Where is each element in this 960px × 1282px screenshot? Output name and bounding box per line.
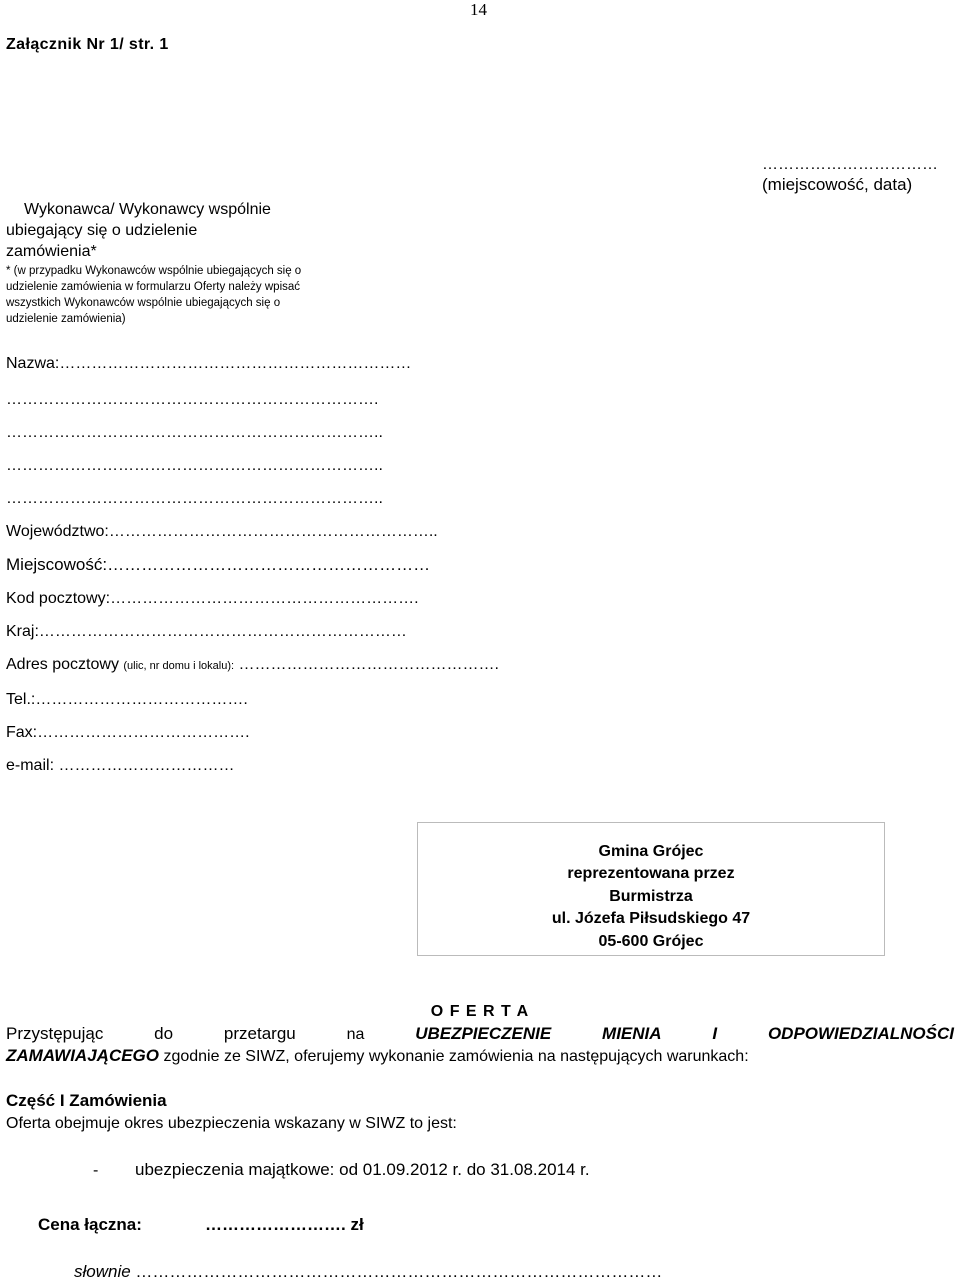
tel-dots: …………………………………. [35,691,248,708]
city-dots: ………………………………………………… [107,555,431,574]
name-dots-line-3: …………………………………………………………….. [6,457,383,474]
addressee-line-1: Gmina Grójec [598,842,704,860]
offer-word-6: MIENIA [602,1024,662,1043]
country-row [6,623,407,641]
words-label: słownie [74,1262,131,1281]
tel-label: Tel.: [6,691,36,708]
address-row [6,656,499,674]
email-dots: …………………………… [58,757,235,774]
addressee-box [417,822,885,956]
postal-row [6,590,419,608]
voivodeship-row [6,523,438,541]
name-dots: ………………………………………………………… [59,355,412,372]
offer-title: O F E R T A [430,1003,530,1020]
addressee-line-5: 05-600 Grójec [598,932,704,950]
addressee-line-2: reprezentowana przez [567,865,735,882]
voivodeship-label: Województwo: [6,523,109,540]
voivodeship-dots: …………………………………………………….. [108,523,438,540]
offer-intro-line-1 [6,1024,954,1044]
amount-in-words [74,1262,662,1282]
page-number: 14 [470,0,487,19]
tel-row [6,691,248,709]
contractor-block [6,199,316,327]
offer-conditions-text: zgodnie ze SIWZ, oferujemy wykonanie zamówienia na następujących warunkach: [159,1048,749,1065]
name-dots-line-4: …………………………………………………………….. [6,490,383,507]
period-text: Oferta obejmuje okres ubezpieczenia wskazany w SIWZ to jest: [6,1115,457,1132]
place-date-dots: …………………………… [762,156,938,173]
fax-dots: …………………………………. [37,724,250,741]
offer-word-3: przetargu [223,1024,296,1043]
email-label: e-mail: [6,757,55,774]
words-dots: ………………………………………………………………………………… [130,1262,663,1281]
contractor-line-1: Wykonawca/ Wykonawcy wspólnie [24,201,271,218]
contractor-line-3: zamówienia* [6,243,97,260]
contractor-note: * (w przypadku Wykonawców wspólnie ubiegających się o udzielenie zamówienia w formularzu Oferty należy wpisać wszystkich Wykonawców wspólnie ubiegających się o udzielenie zamówienia) [6,265,302,325]
place-date-label: (miejscowość, data) [762,175,913,194]
email-row [6,757,234,775]
name-dots-line-2: …………………………………………………………….. [6,424,383,441]
contractor-line-2: ubiegający się o udzielenie [6,222,198,239]
postal-label: Kod pocztowy: [6,590,111,607]
name-row [6,355,411,373]
fax-row [6,724,250,742]
postal-dots: …………………………………………………. [110,590,419,607]
addressee-line-3: Burmistrza [609,887,693,905]
offer-word-1: Przystępując [6,1024,104,1043]
offer-subject-end: ZAMAWIAJĄCEGO [6,1046,159,1065]
offer-word-5: UBEZPIECZENIE [415,1024,552,1043]
offer-word-7: I [712,1024,718,1043]
total-price-value: ……………………. zł [205,1215,364,1234]
total-price-label: Cena łączna: [38,1215,142,1234]
fax-label: Fax: [6,724,38,741]
city-label: Miejscowość: [6,555,108,574]
offer-word-2: do [154,1024,174,1043]
address-dots: …………………………………………. [238,656,499,673]
insurance-period: ubezpieczenia majątkowe: od 01.09.2012 r. do 31.08.2014 r. [135,1160,590,1179]
address-label: Adres pocztowy [6,656,119,673]
country-label: Kraj: [6,623,39,640]
address-note: (ulic, nr domu i lokalu): [123,660,235,672]
part-title: Część I Zamówienia [6,1091,167,1110]
offer-word-4: na [346,1026,365,1043]
city-row [6,555,430,575]
offer-intro-line-2 [6,1046,749,1066]
list-dash: - [93,1162,99,1179]
annex-title: Załącznik Nr 1/ str. 1 [6,36,169,53]
country-dots: …………………………………………………………… [38,623,407,640]
name-label: Nazwa: [6,355,60,372]
addressee-line-4: ul. Józefa Piłsudskiego 47 [551,910,751,927]
name-dots-line-1: ……………………………………………………………. [6,391,379,408]
offer-word-8: ODPOWIEDZIALNOŚCI [767,1024,954,1043]
